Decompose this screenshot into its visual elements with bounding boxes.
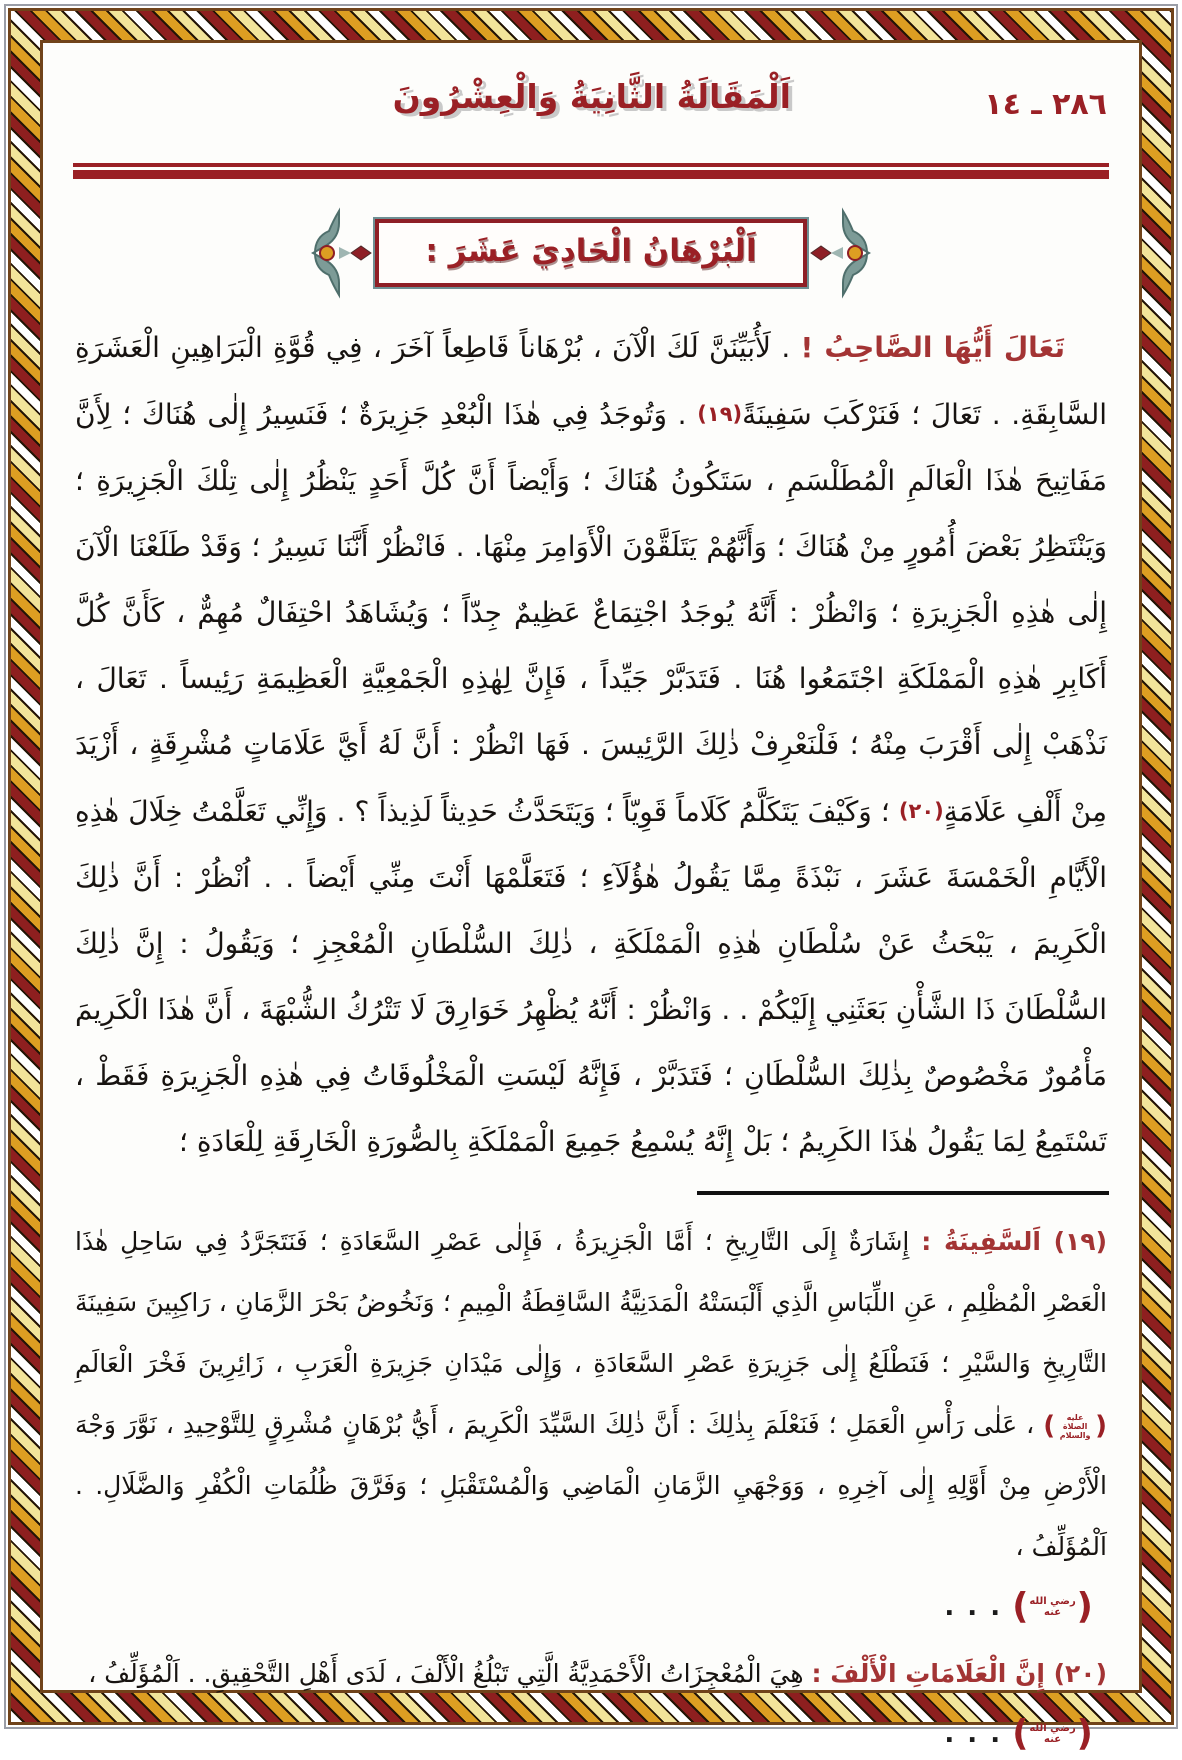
ornamental-chain-border — [8, 8, 1174, 1754]
page-content — [43, 43, 1139, 1754]
section-title: اَلْبُرْهَانُ الْحَادِيَ عَشَرَ : — [425, 233, 757, 269]
body-text-run: هِيَ الْمُعْجِزَاتُ الْأَحْمَدِيَّةُ الَّتِي تَبْلُغُ الْأَلْفَ ، لَدَى أَهْلِ التَّحْقِيقِ. . اَلْمُؤَلِّفُ ، — [88, 1659, 812, 1688]
ellipsis-dots: . . . — [944, 1592, 1003, 1622]
seal-text: رضي الله عنه — [1029, 1723, 1076, 1745]
page-header — [73, 59, 1109, 155]
inline-seal-stamp-icon: ( عليه الصلاة والسلام ) — [1043, 1411, 1107, 1441]
footnote-separator — [697, 1191, 1109, 1195]
arabesque-ornament-icon — [311, 205, 373, 301]
seal-paren: ( — [1012, 1713, 1029, 1754]
footnote-marker: (٢٠) — [898, 799, 944, 823]
seal-paren: ( — [1012, 1586, 1029, 1627]
body-text-run: ، عَلٰى رَأْسِ الْعَمَلِ ؛ فَنَعْلَمَ بِذٰلِكَ : أَنَّ ذٰلِكَ السَّيِّدَ الْكَرِيمَ ، أَيُّ بُرْهَانٍ مُشْرِقٍ لِلتَّوْحِيدِ ، نَوَّرَ وَجْهَ الْأَرْضِ مِنْ أَوَّلِهِ إِلٰى آخِرِهِ ، وَوَجْهَيِ الزَّمَانِ الْمَاضِي وَالْمُسْتَقْبَلِ ؛ وَفَرَّقَ ظُلُمَاتِ الْكُفْرِ وَالضَّلَالِ. . اَلْمُؤَلِّفُ ، — [75, 1410, 1107, 1561]
author-seal-line — [73, 1581, 1093, 1633]
seal-paren: ) — [1076, 1586, 1093, 1627]
footnote-19 — [75, 1211, 1107, 1577]
author-seal-stamp-icon — [1012, 1713, 1093, 1754]
ellipsis-dots: . . . — [944, 1719, 1003, 1749]
chapter-title: اَلْمَقَالَةُ الثَّانِيَةُ وَالْعِشْرُونَ — [392, 77, 791, 116]
seal-text: رضي الله عنه — [1029, 1596, 1076, 1618]
body-paragraph — [75, 315, 1107, 1175]
footnote-20 — [75, 1643, 1107, 1704]
section-heading-row — [73, 205, 1109, 301]
body-text-run: ؛ وَكَيْفَ يَتَكَلَّمُ كَلَاماً قَوِيّاً ؛ وَيَتَحَدَّثُ حَدِيثاً لَذِيذاً ؟ . وَإِنِّي تَعَلَّمْتُ خِلَالَ هٰذِهِ الْأَيَّامِ الْخَمْسَةَ عَشَرَ ، نَبْذَةً مِمَّا يَقُولُ هٰؤُلَآءِ ؛ فَتَعَلَّمْهَا أَنْتَ مِنِّي أَيْضاً . . اُنْظُرْ : أَنَّ ذٰلِكَ الْكَرِيمَ ، يَبْحَثُ عَنْ سُلْطَانِ هٰذِهِ الْمَمْلَكَةِ ، ذٰلِكَ السُّلْطَانِ الْمُعْجِزِ ؛ وَيَقُولُ : إِنَّ ذٰلِكَ السُّلْطَانَ ذَا الشَّأْنِ بَعَثَنِي إِلَيْكُمْ . . وَانْظُرْ : أَنَّهُ يُظْهِرُ خَوَارِقَ لَا تَتْرُكُ الشُّبْهَةَ ، أَنَّ هٰذَا الْكَرِيمَ مَأْمُورٌ مَخْصُوصٌ بِذٰلِكَ السُّلْطَانِ ؛ فَتَدَبَّرْ ، فَإِنَّهُ لَيْسَتِ الْمَخْلُوقَاتُ فِي هٰذِهِ الْجَزِيرَةِ فَقَطْ ، تَسْتَمِعُ لِمَا يَقُولُ هٰذَا الكَرِيمُ ؛ بَلْ إِنَّهُ يُسْمِعُ جَمِيعَ الْمَمْلَكَةِ بِالصُّورَةِ الْخَارِقَةِ لِلْعَادَةِ ؛ — [75, 795, 1107, 1158]
header-double-rule — [73, 163, 1109, 179]
emphasis-red-text: تَعَالَ أَيُّهَا الصَّاحِبُ ! — [800, 331, 1065, 364]
page-edge — [4, 4, 1178, 1754]
section-title-box — [375, 219, 806, 287]
footnotes-section — [73, 1211, 1109, 1760]
body-text-run: . لَأُبَيِّنَنَّ لَكَ الْآنَ ، بُرْهَاناً قَاطِعاً آخَرَ ، فِي قُوَّةِ الْبَرَاهِينِ الْعَشَرَةِ السَّابِقَةِ. . تَعَالَ ؛ فَنَرْكَبَ سَفِينَةً — [75, 331, 1108, 431]
author-seal-stamp-icon — [1012, 1586, 1093, 1627]
body-text-run: . وَتُوجَدُ فِي هٰذَا الْبُعْدِ جَزِيرَةٌ ؛ فَنَسِيرُ إِلٰى هُنَاكَ ؛ لِأَنَّ مَفَاتِيحَ هٰذَا الْعَالَمِ الْمُطَلْسَمِ ، سَتَكُونُ هُنَاكَ ؛ وَأَيْضاً أَنَّ كُلَّ أَحَدٍ يَنْظُرُ إِلٰى تِلْكَ الْجَزِيرَةِ ؛ وَيَنْتَظِرُ بَعْضَ أُمُورٍ مِنْ هُنَاكَ ؛ وَأَنَّهُمْ يَتَلَقَّوْنَ الْأَوَامِرَ مِنْهَا. . فَانْظُرْ أَنَّنَا نَسِيرُ ؛ وَقَدْ طَلَعْنَا الْآنَ إِلٰى هٰذِهِ الْجَزِيرَةِ ؛ وَانْظُرْ : أَنَّهُ يُوجَدُ اجْتِمَاعٌ عَظِيمٌ جِدّاً ؛ وَيُشَاهَدُ احْتِفَالٌ مُهِمٌّ ، كَأَنَّ كُلَّ أَكَابِرِ هٰذِهِ الْمَمْلَكَةِ اجْتَمَعُوا هُنَا . فَتَدَبَّرْ جَيِّداً ، فَإِنَّ لِهٰذِهِ الْجَمْعِيَّةِ الْعَظِيمَةِ رَئِيساً . تَعَالَ ، نَذْهَبْ إِلٰى أَقْرَبَ مِنْهُ ؛ فَلْنَعْرِفْ ذٰلِكَ الرَّئِيسَ . فَهَا انْظُرْ : أَنَّ لَهُ أَيَّ عَلَامَاتٍ مُشْرِقَةٍ ، أَزْيَدَ مِنْ أَلْفِ عَلَامَةٍ — [75, 398, 1107, 828]
arabesque-ornament-icon — [809, 205, 871, 301]
seal-paren: ) — [1076, 1713, 1093, 1754]
emphasis-red-text: (١٩) اَلسَّفِينَةُ : — [921, 1227, 1107, 1256]
author-seal-line — [73, 1708, 1093, 1760]
page-number: ٢٨٦ ـ ١٤ — [984, 87, 1107, 122]
emphasis-red-text: (٢٠) إِنَّ الْعَلَامَاتِ الْأَلْفَ : — [811, 1659, 1107, 1688]
page-sheet — [40, 40, 1142, 1754]
rule-thick — [73, 170, 1109, 179]
footnote-marker: (١٩) — [697, 402, 743, 426]
body-text-run: إِشَارَةٌ إِلَى التَّارِيخِ ؛ أَمَّا الْجَزِيرَةُ ، فَإِلٰى عَصْرِ السَّعَادَةِ ؛ فَنَتَجَرَّدُ فِي سَاحِلِ هٰذَا الْعَصْرِ الْمُظْلِمِ ، عَنِ اللِّبَاسِ الَّذِي أَلْبَسَتْهُ الْمَدَنِيَّةُ السَّاقِطَةُ الْمِيمِ ؛ وَنَخُوضُ بَحْرَ الزَّمَانِ ، رَاكِبِينَ سَفِينَةَ التَّارِيخِ وَالسَّيْرِ ؛ فَنَطْلَعُ إِلٰى جَزِيرَةِ عَصْرِ السَّعَادَةِ ، وَإِلٰى مَيْدَانِ جَزِيرَةِ الْعَرَبِ ، زَائِرِينَ فَخْرَ الْعَالَمِ — [75, 1227, 1107, 1378]
